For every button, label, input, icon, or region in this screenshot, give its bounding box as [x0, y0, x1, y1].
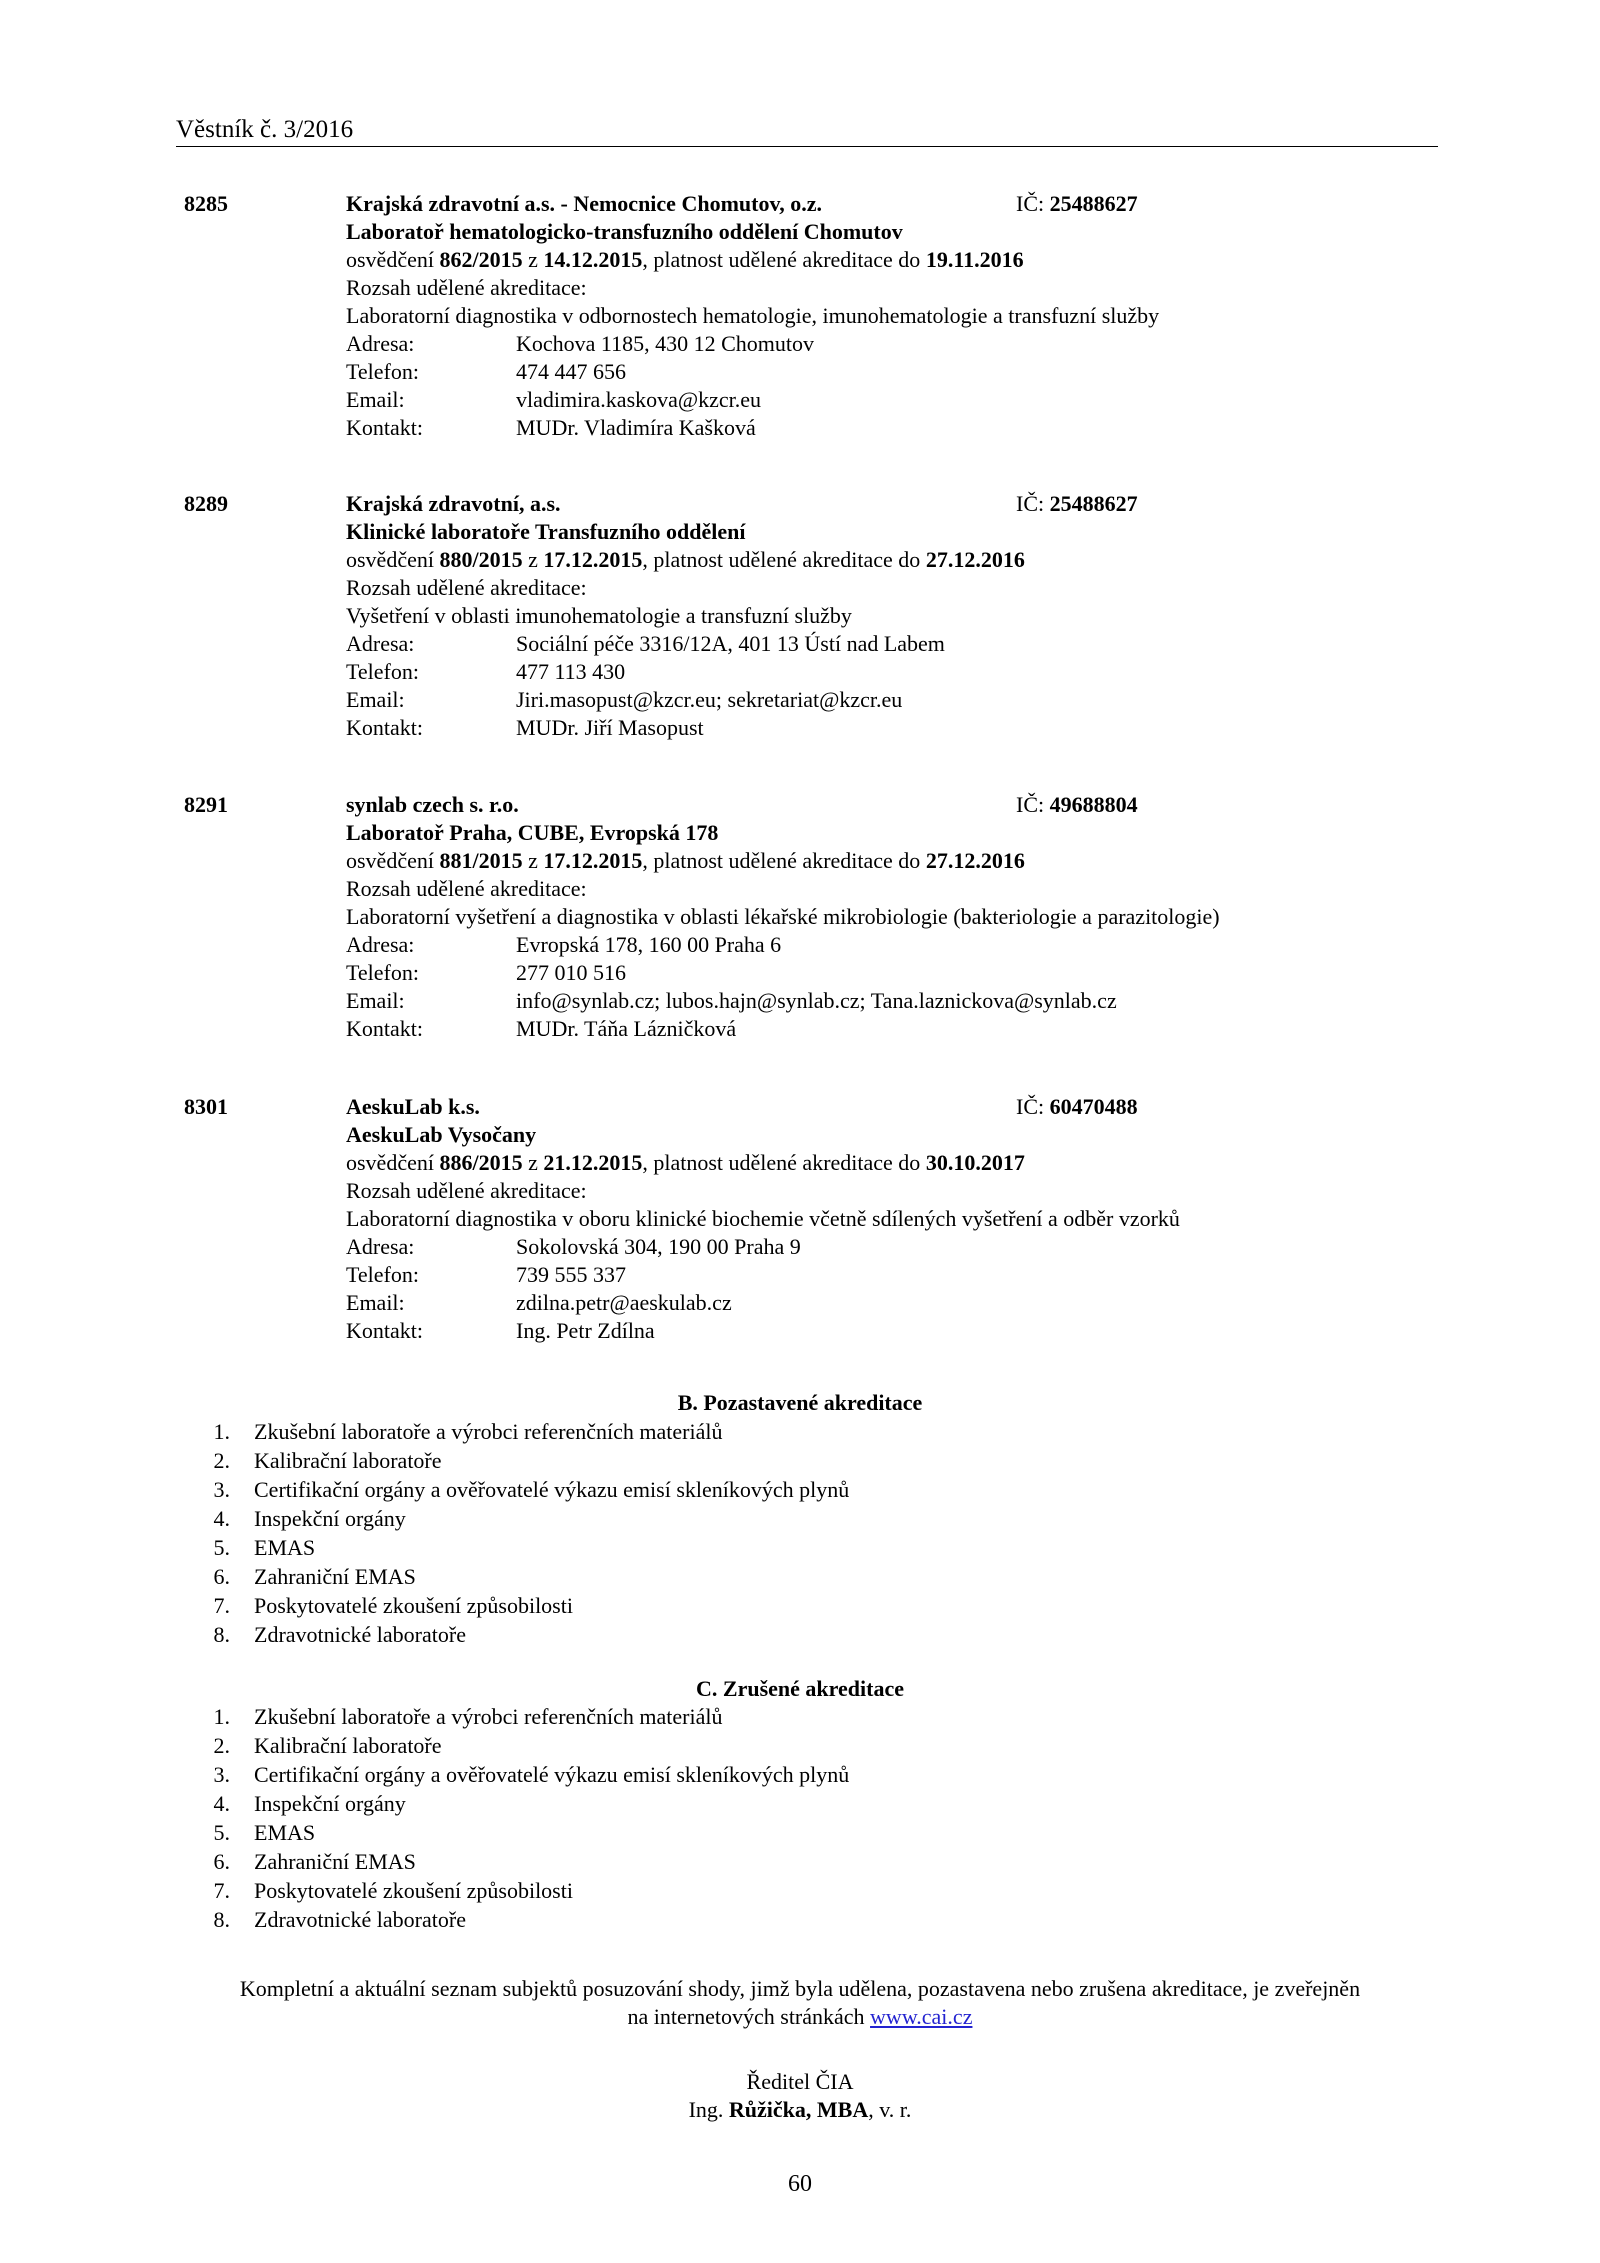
section-b-list [176, 1418, 849, 1650]
scope-text: Laboratorní diagnostika v odbornostech hematologie, imunohematologie a transfuzní služby [346, 303, 1160, 328]
footer-note-line1: Kompletní a aktuální seznam subjektů posuzování shody, jimž byla udělena, pozastavena nebo zrušena akreditace, je zveřejněn [239, 1976, 1361, 2001]
list-item: 8. Zdravotnické laboratoře [213, 1907, 466, 1932]
list-item: 1. Zkušební laboratoře a výrobci referenčních materiálů [213, 1419, 723, 1444]
ic-number: IČ: 25488627 [1016, 491, 1138, 516]
entry-number: 8289 [184, 491, 228, 516]
laboratory-name: Klinické laboratoře Transfuzního oddělení [346, 519, 746, 544]
phone-row: Telefon: 739 555 337 [346, 1262, 626, 1287]
certificate-line: osvědčení 881/2015 z 17.12.2015, platnost udělené akreditace do 27.12.2016 [346, 848, 1025, 873]
list-item: 4. Inspekční orgány [213, 1506, 406, 1531]
ic-number: IČ: 49688804 [1016, 792, 1138, 817]
laboratory-name: Laboratoř Praha, CUBE, Evropská 178 [346, 820, 719, 845]
section-b-title: B. Pozastavené akreditace [677, 1390, 923, 1415]
organization-name: Krajská zdravotní a.s. - Nemocnice Chomutov, o.z. [346, 191, 823, 216]
entry-number: 8301 [184, 1094, 228, 1119]
list-item: 3. Certifikační orgány a ověřovatelé výkazu emisí skleníkových plynů [213, 1477, 850, 1502]
section-c-list [176, 1703, 849, 1935]
phone-row: Telefon: 474 447 656 [346, 359, 626, 384]
cai-website-link[interactable]: www.cai.cz [870, 2004, 973, 2029]
email-row: Email: vladimira.kaskova@kzcr.eu [346, 387, 762, 412]
entry-number: 8291 [184, 792, 228, 817]
scope-text: Vyšetření v oblasti imunohematologie a transfuzní služby [346, 603, 852, 628]
address-row: Adresa: Sociální péče 3316/12A, 401 13 Ústí nad Labem [346, 631, 945, 656]
list-item: 6. Zahraniční EMAS [213, 1849, 416, 1874]
section-c-title: C. Zrušené akreditace [696, 1676, 904, 1701]
list-item: 7. Poskytovatelé zkoušení způsobilosti [213, 1593, 573, 1618]
signature-block [0, 2068, 1600, 2124]
list-item: 7. Poskytovatelé zkoušení způsobilosti [213, 1878, 573, 1903]
list-item: 5. EMAS [213, 1820, 316, 1845]
ic-number: IČ: 60470488 [1016, 1094, 1138, 1119]
list-item: 3. Certifikační orgány a ověřovatelé výkazu emisí skleníkových plynů [213, 1762, 850, 1787]
list-item: 5. EMAS [213, 1535, 316, 1560]
organization-name: Krajská zdravotní, a.s. [346, 491, 561, 516]
laboratory-name: Laboratoř hematologicko-transfuzního oddělení Chomutov [346, 219, 903, 244]
email-row: Email: Jiri.masopust@kzcr.eu; sekretariat@kzcr.eu [346, 687, 903, 712]
footer-note [0, 1975, 1600, 2031]
email-row: Email: zdilna.petr@aeskulab.cz [346, 1290, 732, 1315]
certificate-line: osvědčení 880/2015 z 17.12.2015, platnost udělené akreditace do 27.12.2016 [346, 547, 1025, 572]
list-item: 2. Kalibrační laboratoře [213, 1733, 442, 1758]
address-row: Adresa: Kochova 1185, 430 12 Chomutov [346, 331, 814, 356]
certificate-line: osvědčení 886/2015 z 21.12.2015, platnost udělené akreditace do 30.10.2017 [346, 1150, 1025, 1175]
list-item: 2. Kalibrační laboratoře [213, 1448, 442, 1473]
signer-title: Ředitel ČIA [746, 2069, 854, 2094]
address-row: Adresa: Evropská 178, 160 00 Praha 6 [346, 932, 782, 957]
ic-number: IČ: 25488627 [1016, 191, 1138, 216]
address-row: Adresa: Sokolovská 304, 190 00 Praha 9 [346, 1234, 801, 1259]
scope-text: Laboratorní vyšetření a diagnostika v oblasti lékařské mikrobiologie (bakteriologie a parazitologie) [346, 904, 1220, 929]
page-header [176, 112, 1438, 147]
entry-number: 8285 [184, 191, 228, 216]
journal-title: Věstník č. 3/2016 [176, 116, 354, 143]
certificate-line: osvědčení 862/2015 z 14.12.2015, platnost udělené akreditace do 19.11.2016 [346, 247, 1024, 272]
scope-label: Rozsah udělené akreditace: [346, 876, 587, 901]
footer-note-line2: na internetových stránkách www.cai.cz [627, 2004, 973, 2029]
scope-label: Rozsah udělené akreditace: [346, 1178, 587, 1203]
scope-text: Laboratorní diagnostika v oboru klinické biochemie včetně sdílených vyšetření a odběr vzorků [346, 1206, 1180, 1231]
list-item: 1. Zkušební laboratoře a výrobci referenčních materiálů [213, 1704, 723, 1729]
contact-row: Kontakt: MUDr. Táňa Lázničková [346, 1016, 737, 1041]
contact-row: Kontakt: Ing. Petr Zdílna [346, 1318, 655, 1343]
organization-name: synlab czech s. r.o. [346, 792, 519, 817]
contact-row: Kontakt: MUDr. Vladimíra Kašková [346, 415, 756, 440]
email-row: Email: info@synlab.cz; lubos.hajn@synlab.cz; Tana.laznickova@synlab.cz [346, 988, 1117, 1013]
page-number: 60 [788, 2171, 812, 2197]
list-item: 4. Inspekční orgány [213, 1791, 406, 1816]
scope-label: Rozsah udělené akreditace: [346, 275, 587, 300]
list-item: 8. Zdravotnické laboratoře [213, 1622, 466, 1647]
laboratory-name: AeskuLab Vysočany [346, 1122, 537, 1147]
phone-row: Telefon: 277 010 516 [346, 960, 626, 985]
list-item: 6. Zahraniční EMAS [213, 1564, 416, 1589]
phone-row: Telefon: 477 113 430 [346, 659, 626, 684]
contact-row: Kontakt: MUDr. Jiří Masopust [346, 715, 704, 740]
organization-name: AeskuLab k.s. [346, 1094, 480, 1119]
signer-name-line: Ing. Růžička, MBA, v. r. [688, 2097, 912, 2122]
scope-label: Rozsah udělené akreditace: [346, 575, 587, 600]
